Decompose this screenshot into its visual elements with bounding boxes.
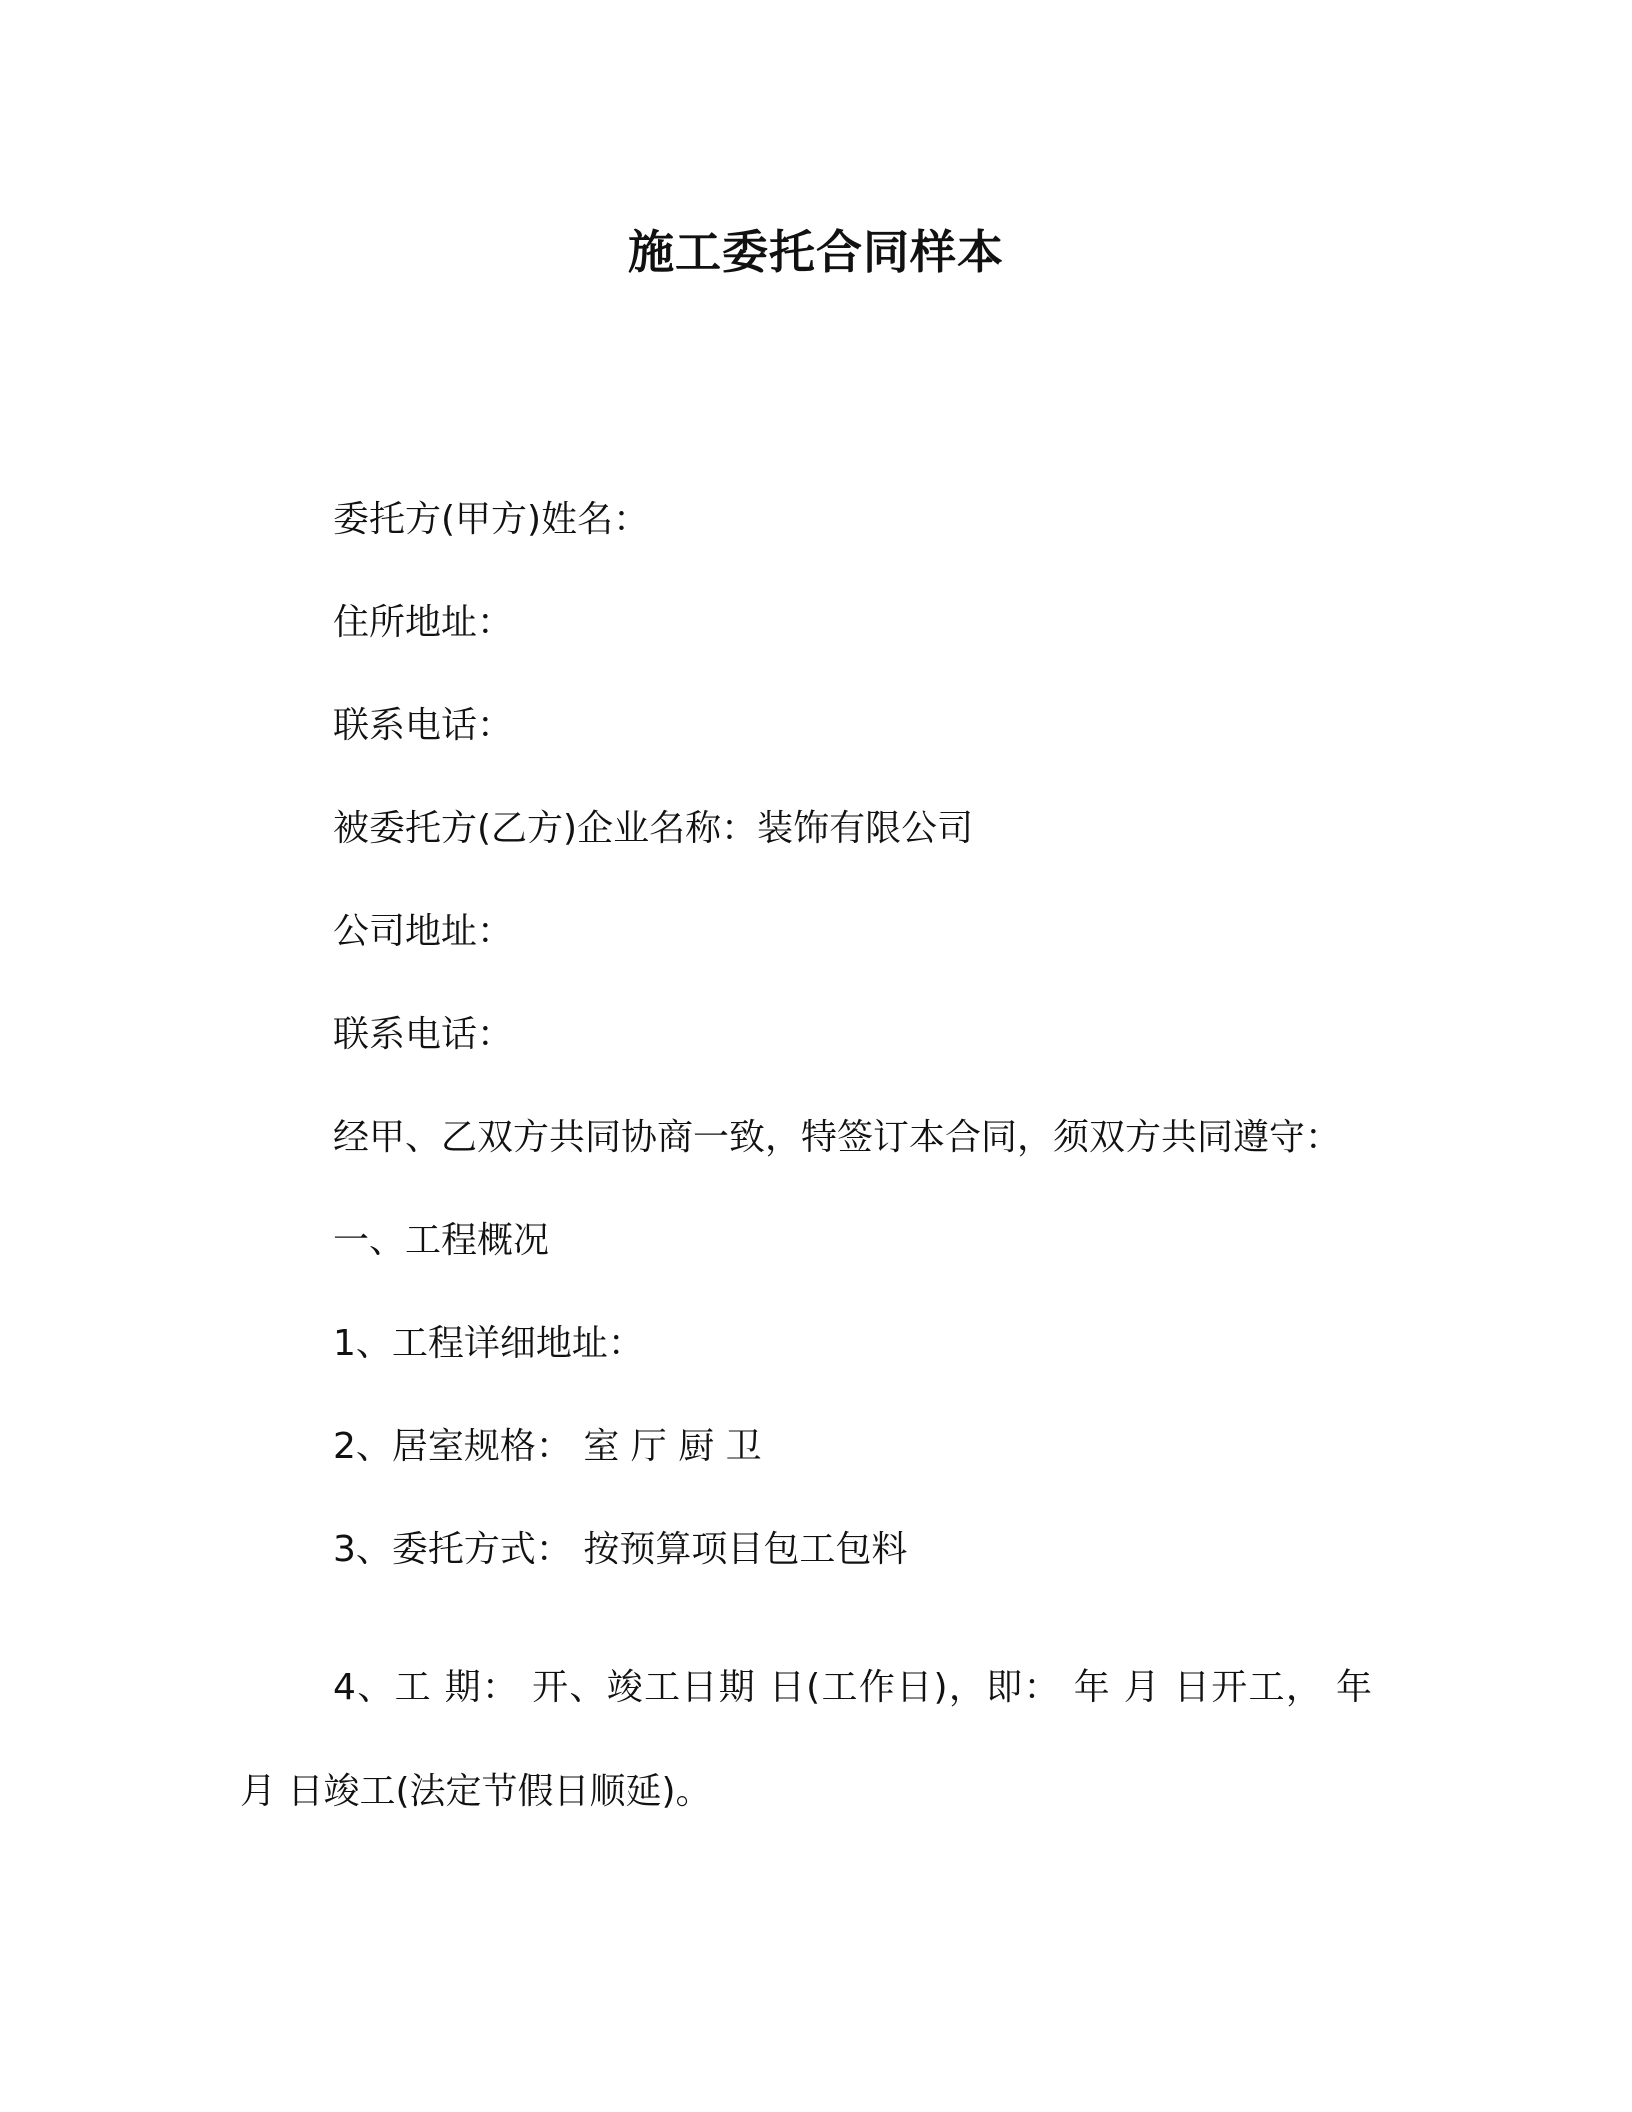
party-b-company-line: 被委托方(乙方)企业名称：装饰有限公司 — [333, 808, 974, 849]
agreement-statement-line: 经甲、乙双方共同协商一致，特签订本合同，须双方共同遵守： — [333, 1117, 1342, 1158]
commission-method-line: 3、委托方式： 按预算项目包工包料 — [333, 1529, 908, 1570]
party-a-name-line: 委托方(甲方)姓名： — [333, 499, 650, 540]
project-address-line: 1、工程详细地址： — [333, 1323, 644, 1364]
party-a-address-line: 住所地址： — [333, 602, 514, 643]
party-a-phone-line: 联系电话： — [333, 705, 514, 746]
document-title: 施工委托合同样本 — [628, 225, 1004, 279]
party-b-phone-line: 联系电话： — [333, 1014, 514, 1055]
party-b-address-line: 公司地址： — [333, 911, 514, 952]
section-heading-project-overview: 一、工程概况 — [333, 1220, 550, 1261]
room-spec-line: 2、居室规格： 室 厅 厨 卫 — [333, 1426, 762, 1467]
construction-period-paragraph: 4、工 期： 开、竣工日期 日(工作日)，即： 年 月 日开工， 年 月 日竣工(法定节假日顺延)。 — [240, 1667, 1372, 1812]
